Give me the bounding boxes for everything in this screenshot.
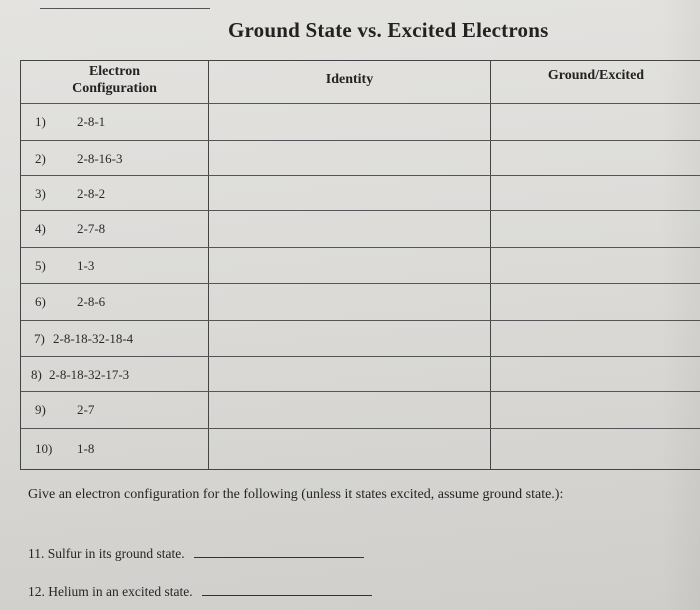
config-value: 2-7-8 [77,221,106,236]
config-value: 1-8 [77,441,95,456]
row-number: 10) [35,441,53,456]
ground-excited-cell[interactable] [491,429,700,469]
row-number: 9) [35,402,46,417]
table-row [21,247,700,283]
config-cell [21,104,209,140]
header-electron-configuration [21,61,209,103]
config-value: 2-8-18-32-18-4 [53,331,134,346]
identity-cell[interactable] [209,176,491,210]
table-row [21,391,700,428]
identity-cell[interactable] [209,357,491,391]
identity-cell[interactable] [209,211,491,247]
ground-excited-cell[interactable] [491,176,700,210]
row-number: 4) [35,221,46,236]
row-number: 7) [34,331,45,346]
header-ground-excited: Ground/Excited [547,68,645,83]
identity-cell[interactable] [209,141,491,175]
config-cell [21,357,209,391]
table-row [21,103,700,140]
header-config-line2: Configuration [72,81,157,96]
question-12 [28,583,372,600]
config-value: 2-8-16-3 [77,151,123,166]
row-number: 2) [35,151,46,166]
config-cell [21,141,209,175]
config-value: 2-8-2 [77,186,106,201]
question-label: 11. Sulfur in its ground state. [28,546,185,561]
answer-blank[interactable] [194,545,364,558]
config-cell [21,429,209,469]
identity-cell[interactable] [209,248,491,283]
identity-cell[interactable] [209,321,491,356]
table-header [21,61,700,103]
ground-excited-cell[interactable] [491,248,700,283]
top-edge-line [40,0,210,9]
table-row [21,140,700,175]
ground-excited-cell[interactable] [491,211,700,247]
header-identity: Identity [209,61,491,103]
row-number: 8) [31,367,42,382]
header-config-line1: Electron [88,64,141,79]
config-value: 2-8-18-32-17-3 [49,367,130,382]
config-cell [21,284,209,320]
identity-cell[interactable] [209,392,491,428]
answer-blank[interactable] [202,583,372,596]
configuration-table [20,60,700,470]
config-cell [21,176,209,210]
config-cell [21,211,209,247]
config-cell [21,392,209,428]
question-11 [28,545,364,562]
ground-excited-cell[interactable] [491,284,700,320]
identity-cell[interactable] [209,104,491,140]
page-title: Ground State vs. Excited Electrons [228,18,549,42]
row-number: 1) [35,114,46,129]
ground-excited-cell[interactable] [491,321,700,356]
config-cell [21,248,209,283]
table-row [21,320,700,356]
question-label: 12. Helium in an excited state. [28,584,193,599]
config-value: 1-3 [77,258,95,273]
config-value: 2-8-1 [77,114,106,129]
row-number: 3) [35,186,46,201]
instructions-text: Give an electron configuration for the following (unless it states excited, assume ground state.): [28,487,564,502]
identity-cell[interactable] [209,284,491,320]
table-row [21,356,700,391]
config-value: 2-7 [77,402,95,417]
ground-excited-cell[interactable] [491,141,700,175]
config-value: 2-8-6 [77,294,106,309]
ground-excited-cell[interactable] [491,357,700,391]
table-row [21,428,700,469]
row-number: 5) [35,258,46,273]
config-cell [21,321,209,356]
row-number: 6) [35,294,46,309]
ground-excited-cell[interactable] [491,104,700,140]
table-row [21,283,700,320]
ground-excited-cell[interactable] [491,392,700,428]
table-row [21,210,700,247]
identity-cell[interactable] [209,429,491,469]
table-row [21,175,700,210]
